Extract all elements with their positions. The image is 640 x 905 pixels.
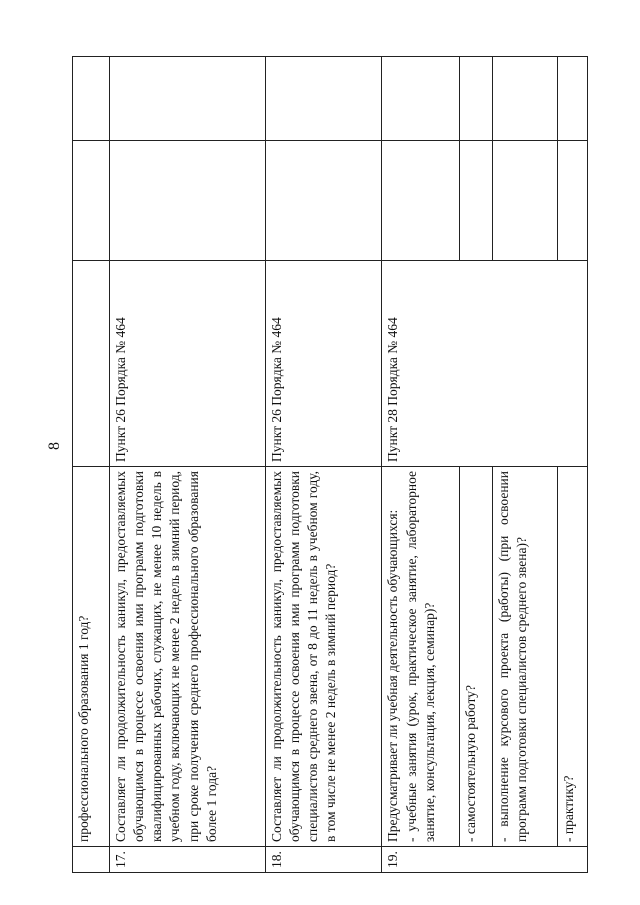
- answer-cell: [557, 141, 587, 261]
- continuation-row: [73, 57, 110, 873]
- row-number-cell: [73, 847, 110, 873]
- answer-cell: [73, 141, 110, 261]
- table-row: [265, 57, 382, 873]
- sub-item: - самостоятельную работу?: [460, 467, 492, 847]
- comment-cell: [265, 57, 382, 141]
- comment-cell: [73, 57, 110, 141]
- row-number: 19.: [382, 847, 588, 873]
- source-reference: Пункт 26 Порядка № 464: [109, 261, 265, 467]
- comment-cell: [382, 57, 460, 141]
- question-cell: профессионального образования 1 год?: [73, 467, 110, 847]
- sub-item: - учебные занятия (урок, практическое занятие, лабораторное занятие, консультация, лекция, семинар)?: [403, 471, 437, 842]
- sub-item: - практику?: [557, 467, 587, 847]
- source-cell: [73, 261, 110, 467]
- sub-item: - выполнение курсового проекта (работы) (при освоении программ подготовки специалистов среднего звена)?: [492, 467, 557, 847]
- comment-cell: [492, 57, 557, 141]
- answer-cell: [382, 141, 460, 261]
- question-lead: Предусматривает ли учебная деятельность обучающихся:: [385, 509, 401, 842]
- answer-cell: [460, 141, 492, 261]
- question-text: Составляет ли продолжительность каникул, предоставляемых обучающимся в процессе освоения ими программ подготовки специалистов среднего звена, от 8 до 11 недель в учебном году, в том числе не менее 2 недель в зимний период?: [265, 467, 382, 847]
- comment-cell: [460, 57, 492, 141]
- table-row: [382, 57, 460, 873]
- question-text: Составляет ли продолжительность каникул, предоставляемых обучающимся в процессе освоения ими программ подготовки квалифицированных рабочих, служащих, не менее 10 недель в учебном году, включающих не менее 2 недель в зимний период, при сроке получения среднего профессионального образования более 1 года?: [109, 467, 265, 847]
- answer-cell: [265, 141, 382, 261]
- source-reference: Пункт 26 Порядка № 464: [265, 261, 382, 467]
- page-number: 8: [46, 442, 63, 450]
- question-text: [382, 467, 460, 847]
- answer-cell: [109, 141, 265, 261]
- rotated-table-container: [72, 57, 588, 873]
- answer-cell: [492, 141, 557, 261]
- table-row: [109, 57, 265, 873]
- comment-cell: [557, 57, 587, 141]
- checklist-table: [72, 56, 588, 873]
- row-number: 17.: [109, 847, 265, 873]
- comment-cell: [109, 57, 265, 141]
- source-reference: Пункт 28 Порядка № 464: [382, 261, 588, 467]
- row-number: 18.: [265, 847, 382, 873]
